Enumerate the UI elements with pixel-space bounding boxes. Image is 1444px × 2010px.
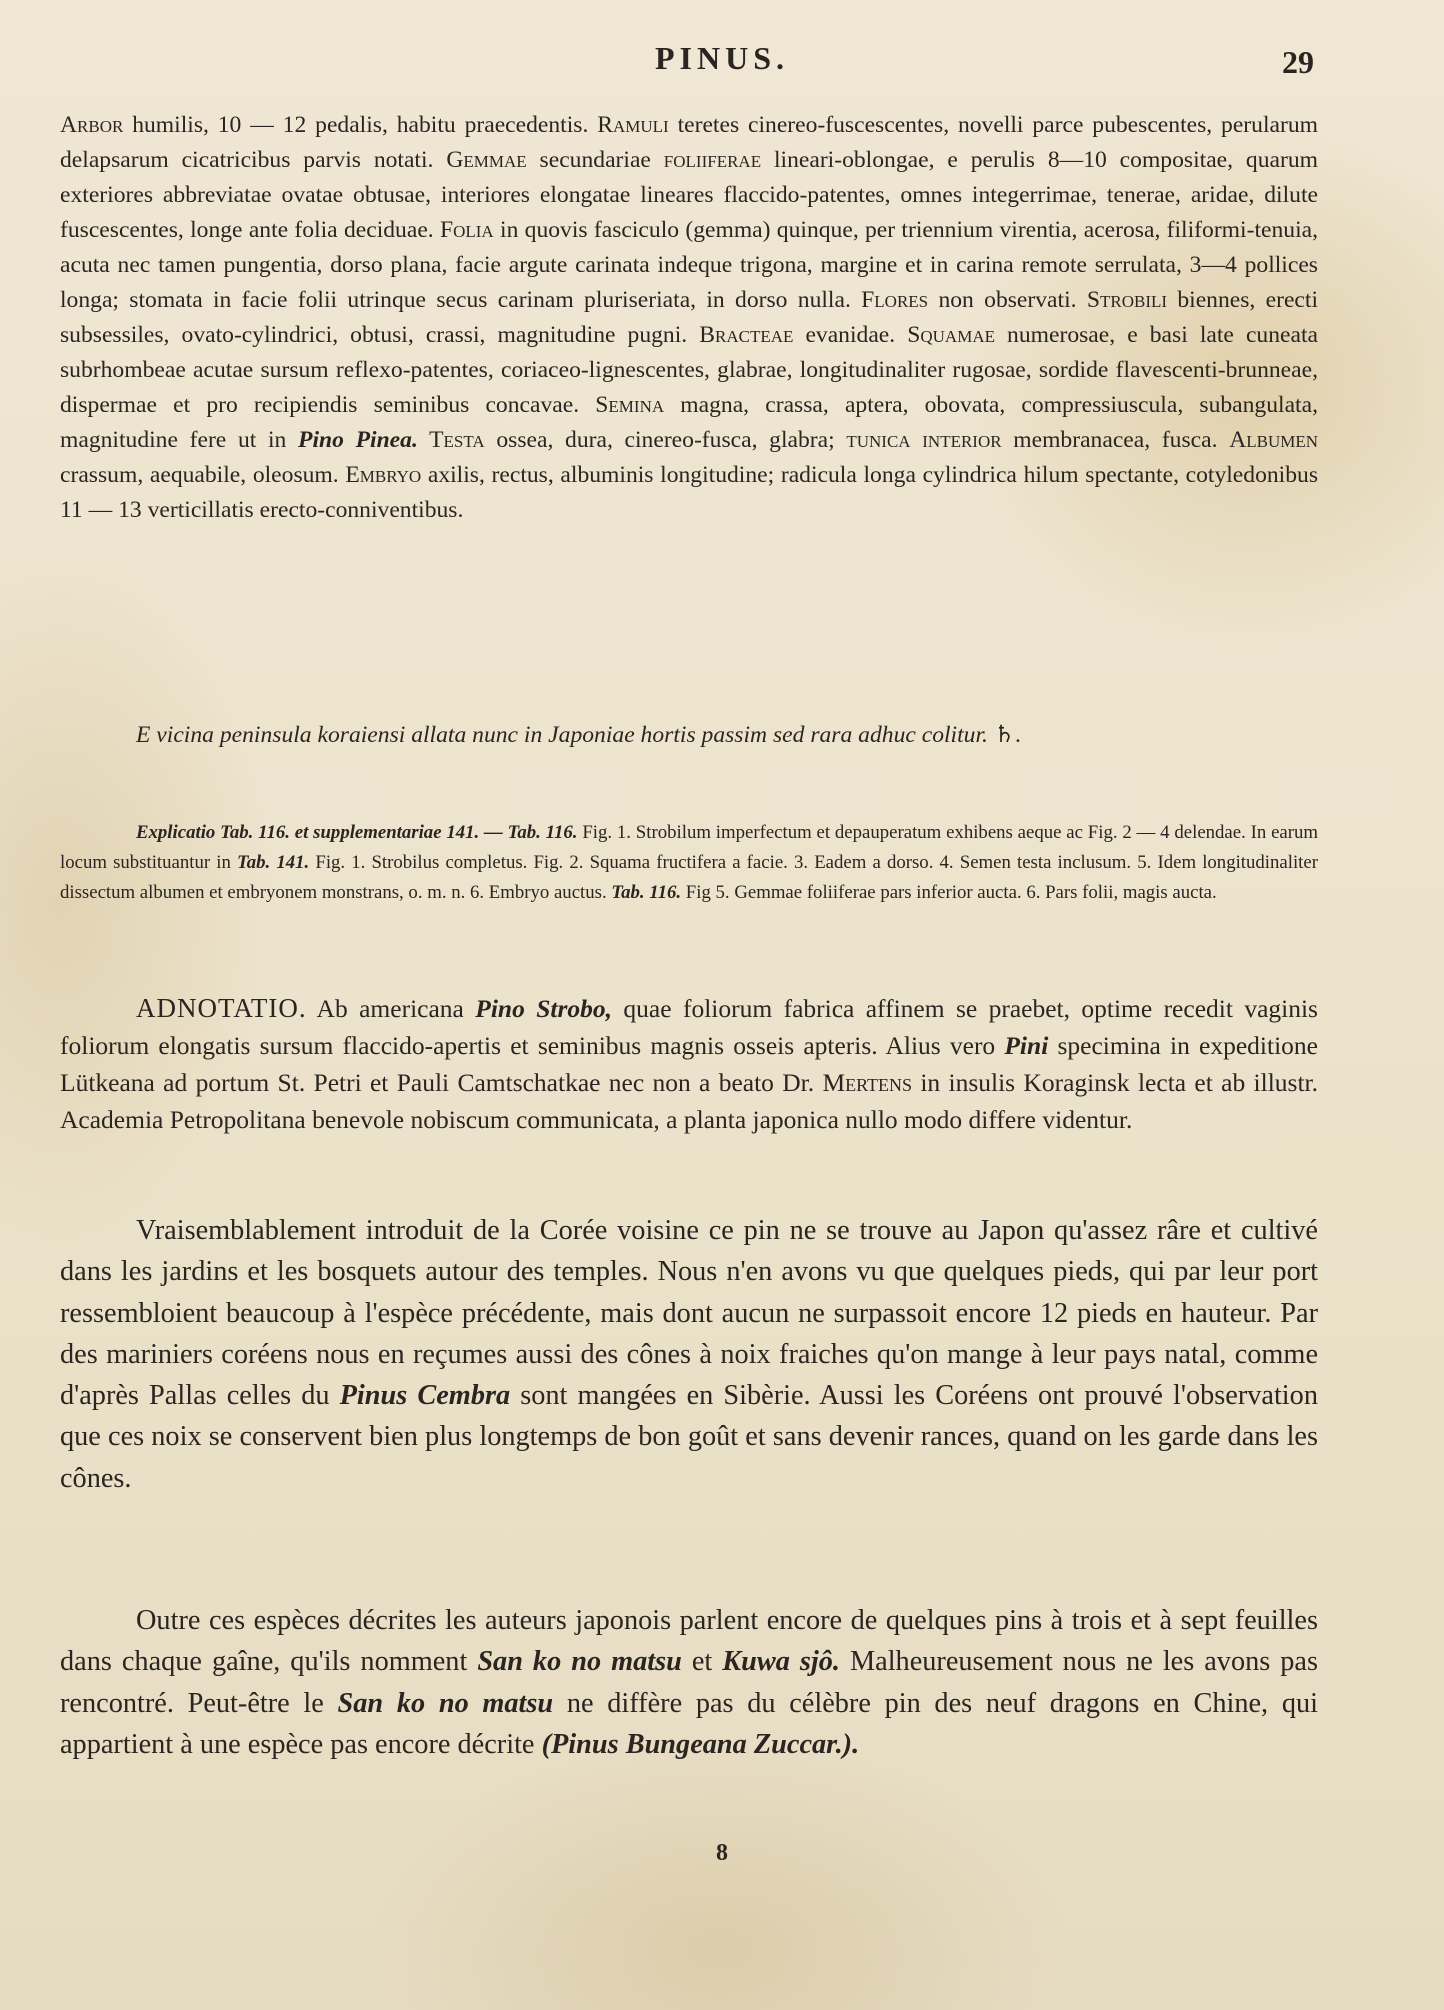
term-foliiferae: foliiferae [663,147,762,173]
ref-pini: Pini [1004,1031,1049,1060]
text-arbor: humilis, 10 — 12 pedalis, habitu praecedentis. [123,112,598,138]
page-number: 29 [1282,44,1314,80]
explicatio-tab-141: Tab. 141. [237,851,310,873]
term-squamae: Squamae [907,322,995,348]
explicatio-text-3: Fig 5. Gemmae foliiferae pars inferior aucta. 6. Pars folii, magis aucta. [681,881,1217,903]
latin-description [60,108,1318,528]
text-testa: ossea, dura, cinereo-fusca, glabra; [484,427,847,453]
text-tunica: membranacea, fusca. [1001,427,1230,453]
ref-san-ko-no-matsu-1: San ko no matsu [477,1646,682,1678]
explicatio-text-1: Fig. 1. Strobilum imperfectum et depauperatum exhibens aeque ac Fig. 2 — 4 delendae. In earum locum substituantur in [60,822,1319,873]
term-strobili: Strobili [1086,287,1168,313]
french2-text-3: Malheureusement nous ne les avons pas rencontré. Peut-être le [60,1646,1318,1719]
distribution-note [60,718,1318,753]
ref-san-ko-no-matsu-2: San ko no matsu [337,1687,554,1719]
explicatio-heading: Explicatio Tab. 116. et supplementariae 141. — Tab. 116. [136,822,578,843]
text-squamae: numerosae, e basi late cuneata subrhombeae acutae sursum reflexo-patentes, coriaceo-lignescentes, glabrae, longitudinaliter rugosae, sordide flavescenti-brunneae, dispermae et pro recipiendis seminibus concavae. [60,322,1318,418]
ref-pinus-bungeana: (Pinus Bungeana Zuccar.). [541,1728,860,1760]
plate-explanation [60,818,1318,907]
text-embryo: axilis, rectus, albuminis longitudine; radicula longa cylindrica hilum spectante, cotyledonibus 11 — 13 verticillatis erecto-conniventibus. [60,462,1318,523]
french1-text-2: sont mangées en Sibèrie. Aussi les Coréens ont prouvé l'observation que ces noix se conservent bien plus longtemps de bon goût et sans devenir rances, quand on les garde dans les cônes. [60,1380,1318,1494]
term-flores: Flores [861,287,929,313]
ref-pinus-cembra: Pinus Cembra [339,1380,511,1412]
term-albumen: Albumen [1229,427,1319,453]
term-gemmae: Gemmae [446,147,527,173]
text-bracteae: evanidae. [793,322,908,348]
french-paragraph-2 [60,1600,1318,1765]
term-tunica: tunica interior [846,427,1002,453]
text-flores: non observati. [928,287,1087,313]
distribution-text: E vicina peninsula koraiensi allata nunc in Japoniae hortis passim sed rara adhuc colitur. [136,722,988,748]
term-arbor: Arbor [60,112,124,138]
term-semina: Semina [595,392,665,418]
text-folia: in quovis fasciculo (gemma) quinque, per triennium virentia, acerosa, filiformi-tenuia, acuta nec tamen pungentia, dorso plana, facie argute carinata indeque trigona, margine et in carina remote serrulata, 3—4 pollices longa; stomata in facie folii utrinque secus carinam pluriseriata, in dorso nulla. [60,217,1318,313]
running-title: PINUS. [654,40,789,76]
explicatio-tab-116: Tab. 116. [611,881,682,903]
explicatio-text-2: Fig. 1. Strobilus completus. Fig. 2. Squama fructifera a facie. 3. Eadem a dorso. 4. Semen testa inclusum. 5. Idem longitudinaliter dissectum albumen et embryonem monstrans, o. m. n. 6. Embryo auctus. [60,851,1318,903]
french2-text-2: et [681,1646,723,1678]
term-testa: Testa [417,427,485,453]
text-strobili: biennes, erecti subsessiles, ovato-cylindrici, obtusi, crassi, magnitudine pugni. [60,287,1319,348]
french-paragraph-1 [60,1210,1318,1499]
text-gemmae-b: lineari-oblongae, e perulis 8—10 compositae, quarum exteriores abbreviatae ovatae obtusae, interiores elongatae lineares flaccido-patentes, omnes integerrimae, tenerae, aridae, dilute fuscescentes, longe ante folia deciduae. [60,147,1318,243]
french2-text-1: Outre ces espèces décrites les auteurs japonois parlent encore de quelques pins à trois et à sept feuilles dans chaque gaîne, qu'ils nomment [60,1605,1318,1678]
french2-text-4: ne diffère pas du célèbre pin des neuf dragons en Chine, qui appartient à une espèce pas encore décrite [60,1687,1318,1760]
text-albumen: crassum, aequabile, oleosum. [60,462,346,488]
adnotatio-text-4: in insulis Koraginsk lecta et ab illustr. Academia Petropolitana benevole nobiscum communicata, a planta japonica nullo modo differe videntur. [60,1068,1318,1134]
term-ramuli: Ramuli [597,112,669,138]
page-header [0,40,1444,100]
ref-kuwa-sjo: Kuwa sjô. [722,1646,840,1678]
text-semina: magna, crassa, aptera, obovata, compressiuscula, subangulata, magnitudine fere ut in [60,392,1318,453]
signature-mark: 8 [716,1840,728,1866]
ref-pino-pinea: Pino Pinea. [298,427,418,453]
adnotatio-paragraph [60,990,1318,1138]
term-embryo: Embryo [345,462,422,488]
adnotatio-text-1: Ab americana [306,994,476,1023]
text-ramuli: teretes cinereo-fuscescentes, novelli parce pubescentes, perularum delapsarum cicatricibus parvis notati. [60,112,1318,173]
french1-text-1: Vraisemblablement introduit de la Corée voisine ce pin ne se trouve au Japon qu'assez râre et cultivé dans les jardins et les bosquets autour des temples. Nous n'en avons vu que quelques pieds, qui par leur port ressembloient beaucoup à l'espèce précédente, mais dont aucun ne surpassoit encore 12 pieds en hauteur. Par des mariniers coréens nous en reçumes aussi des cônes à noix fraiches qu'on mange à leur pays natal, comme d'après Pallas celles du [60,1215,1318,1412]
term-folia: Folia [439,217,494,243]
tree-symbol-icon: ♄. [987,722,1021,748]
adnotatio-heading: ADNOTATIO. [136,993,307,1023]
person-mertens: Mertens [822,1068,913,1097]
term-bracteae: Bracteae [699,322,794,348]
adnotatio-text-2: quae foliorum fabrica affinem se praebet, optime recedit vaginis foliorum elongatis sursum flaccido-apertis et seminibus magnis osseis apteris. Alius vero [60,994,1318,1060]
text-gemmae-a: secundariae [526,147,664,173]
adnotatio-text-3: specimina in expeditione Lütkeana ad portum St. Petri et Pauli Camtschatkae nec non a beato Dr. [60,1031,1318,1097]
ref-pino-strobo: Pino Strobo, [475,994,613,1023]
